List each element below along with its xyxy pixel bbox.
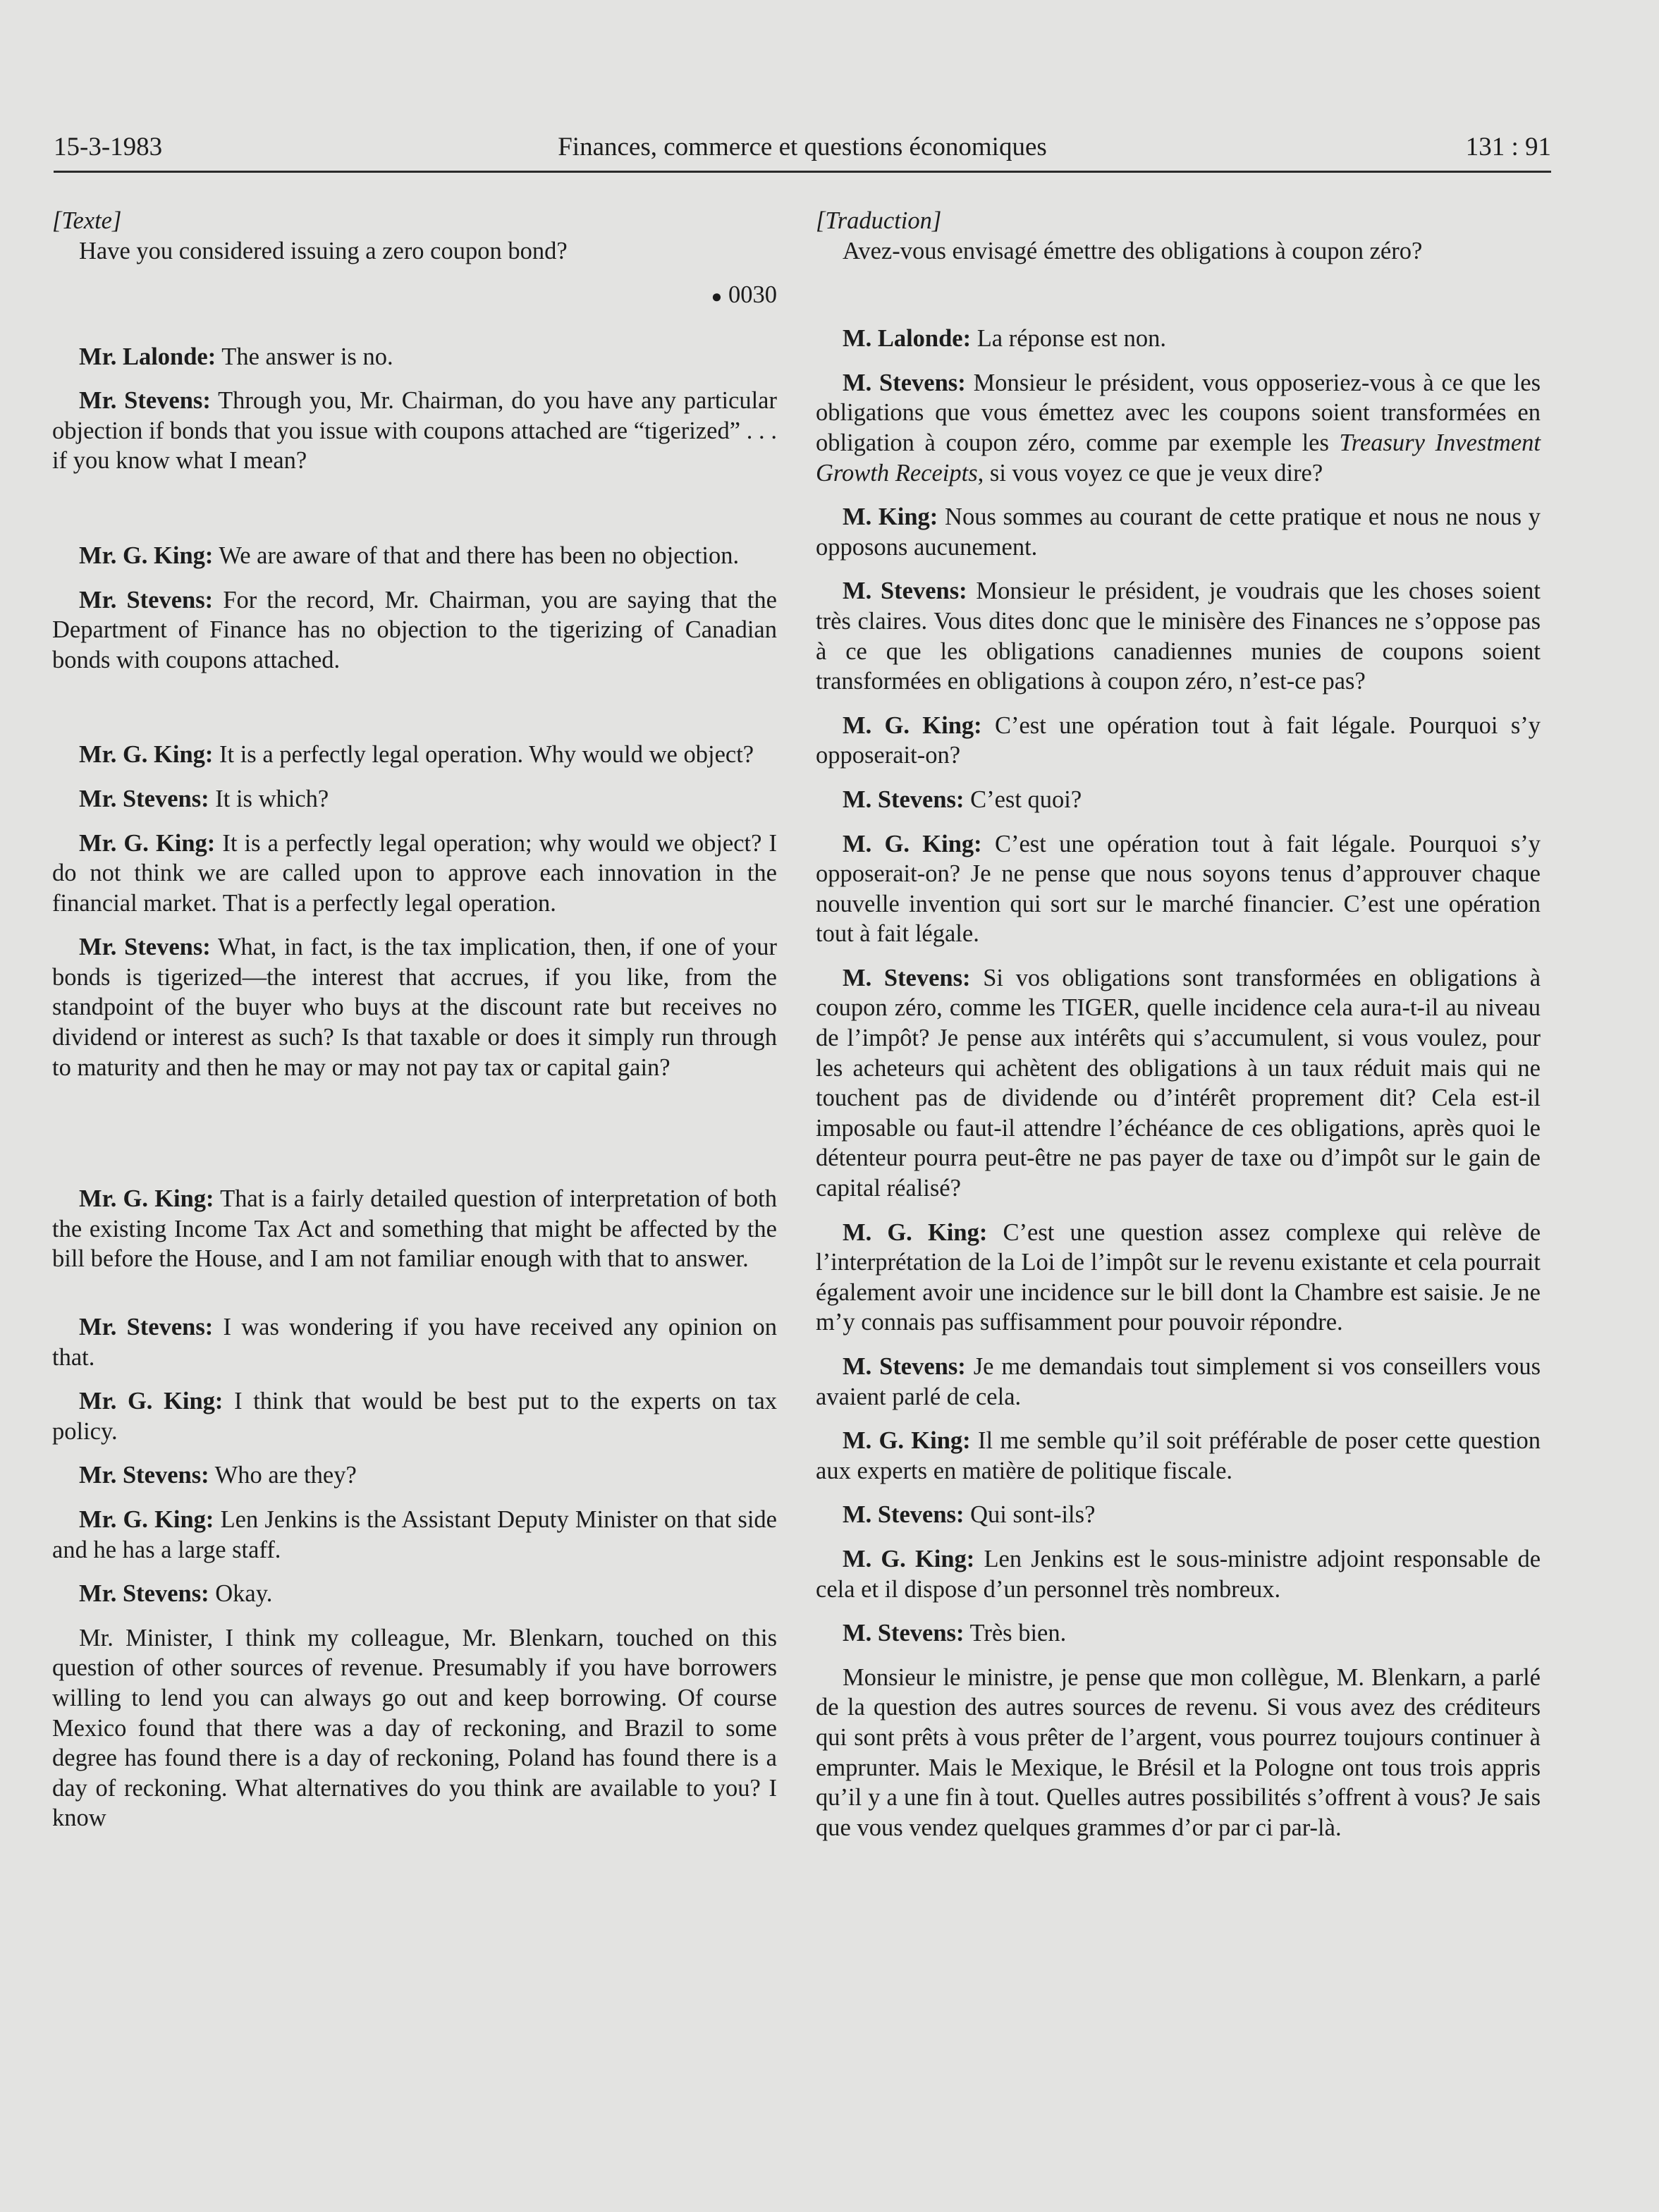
speech: Who are they? bbox=[214, 1462, 357, 1489]
turn bbox=[816, 1426, 1541, 1486]
speech: I was wondering if you have received any opinion on that. bbox=[52, 1314, 778, 1371]
speech: Len Jenkins est le sous-ministre adjoint responsable de cela et il dispose d’un personnel très nombreux. bbox=[816, 1545, 1541, 1603]
bullet-icon: ● bbox=[711, 286, 723, 307]
intro-question: Have you considered issuing a zero coupon bond? bbox=[79, 237, 568, 264]
speaker: M. Stevens: bbox=[843, 1501, 965, 1529]
turn bbox=[52, 1386, 777, 1446]
speaker: M. G. King: bbox=[843, 1545, 975, 1572]
speech: I think that would be best put to the experts on tax policy. bbox=[52, 1388, 778, 1445]
turn bbox=[816, 1218, 1541, 1338]
speech: Okay. bbox=[215, 1580, 273, 1608]
speech: What, in fact, is the tax implication, then, if one of your bonds is tigerized—the interest that accrues, if you like, from the standpoint of the buyer who buys at the discount rate but receives no dividend or interest as such? Is that taxable or does it simply run through to maturity and then he may or may not pay tax or capital gain? bbox=[52, 934, 777, 1081]
speech: , si vous voyez ce que je veux dire? bbox=[977, 459, 1323, 487]
speaker: Mr. Stevens: bbox=[79, 1462, 209, 1489]
speech: Je me demandais tout simplement si vos conseillers vous avaient parlé de cela. bbox=[816, 1353, 1541, 1410]
turn bbox=[816, 785, 1541, 815]
turn bbox=[816, 368, 1541, 488]
speech: C’est une opération tout à fait légale. Pourquoi s’y opposerait-on? bbox=[816, 711, 1541, 769]
header-page-number: 131 : 91 bbox=[1465, 133, 1551, 161]
speaker: Mr. G. King: bbox=[79, 829, 216, 857]
text-label: [Texte] bbox=[52, 207, 122, 234]
turn bbox=[816, 829, 1541, 949]
closing-paragraph: Mr. Minister, I think my colleague, Mr. Blenkarn, touched on this question of other sources of revenue. Presumably if you have borrowers willing to lend you can always go out and keep borrowing. Of course Mexico found that there was a day of reckoning, and Brazil to some degree has found there is a day of reckoning, Poland has found there is a day of reckoning. What alternatives do you think are available to you? I know bbox=[52, 1624, 777, 1832]
english-column bbox=[52, 206, 777, 1847]
speech: C’est une question assez complexe qui relève de l’interprétation de la Loi de l’impôt sur le revenu existante et cela pourrait également avoir une incidence sur le bill dont la Chambre est saisie. Je ne m’y connais pas suffisamment pour pouvoir répondre. bbox=[816, 1218, 1541, 1336]
header-date: 15-3-1983 bbox=[54, 133, 163, 161]
turn bbox=[816, 1544, 1541, 1604]
turn bbox=[52, 342, 777, 372]
speech: It is a perfectly legal operation; why would we object? I do not think we are called upon to approve each innovation in the financial market. That is a perfectly legal operation. bbox=[52, 829, 778, 917]
speech: Très bien. bbox=[969, 1620, 1067, 1647]
speech: Through you, Mr. Chairman, do you have any particular objection if bonds that you issue with coupons attached are “tigerized” . . . if you know what I mean? bbox=[52, 387, 777, 475]
speech: For the record, Mr. Chairman, you are saying that the Department of Finance has no objection to the tigerizing of Canadian bonds with coupons attached. bbox=[52, 586, 777, 673]
speaker: M. Stevens: bbox=[843, 1620, 965, 1647]
turn bbox=[52, 1460, 777, 1491]
page-header bbox=[54, 131, 1551, 173]
turn bbox=[52, 1184, 777, 1274]
speech: That is a fairly detailed question of interpretation of both the existing Income Tax Act and something that might be affected by the bill before the House, and I am not familiar enough with that to answer. bbox=[52, 1185, 778, 1273]
turn bbox=[816, 711, 1541, 771]
speech: Si vos obligations sont transformées en obligations à coupon zéro, comme les TIGER, quelle incidence cela aura-t-il au niveau de l’impôt? Je pense aux intérêts qui s’accumulent, si vous voulez, pour les acheteurs qui achètent des obligations à un taux réduit mais qui ne touchent pas de dividende ou d’intérêt proprement dit? Cela est-il imposable ou faut-il attendre l’échéance de ces obligations, après quoi le détenteur pourra peut-être ne pas payer de taxe ou d’impôt sur le gain de capital réalisé? bbox=[816, 964, 1541, 1202]
speech: It is a perfectly legal operation. Why would we object? bbox=[219, 741, 754, 769]
speaker: M. King: bbox=[843, 503, 938, 531]
speaker: M. Stevens: bbox=[843, 578, 967, 605]
turn bbox=[816, 502, 1541, 562]
speaker: M. Lalonde: bbox=[843, 325, 972, 353]
speech: Monsieur le président, vous opposeriez-vous à ce que les obligations que vous émettez avec les coupons soient transformées en obligation à coupon zéro, comme par exemple les bbox=[816, 369, 1541, 456]
header-title: Finances, commerce et questions économiques bbox=[558, 133, 1047, 161]
speech: It is which? bbox=[215, 785, 329, 812]
speaker: M. Stevens: bbox=[843, 964, 971, 991]
speaker: M. Stevens: bbox=[843, 786, 965, 813]
speaker: M. Stevens: bbox=[843, 369, 966, 396]
speech: La réponse est non. bbox=[977, 325, 1166, 353]
speech: C’est quoi? bbox=[970, 786, 1082, 813]
speaker: M. G. King: bbox=[843, 830, 982, 857]
speaker: Mr. Stevens: bbox=[79, 1314, 214, 1341]
speaker: M. G. King: bbox=[843, 711, 982, 739]
turn bbox=[52, 585, 777, 676]
speaker: Mr. G. King: bbox=[79, 542, 214, 569]
speaker: Mr. G. King: bbox=[79, 741, 214, 769]
speaker: Mr. Lalonde: bbox=[79, 343, 216, 370]
speech-emphasis: Treasury Investment Growth Receipts bbox=[816, 429, 1541, 487]
speaker: Mr. Stevens: bbox=[79, 785, 209, 812]
turn bbox=[52, 541, 777, 571]
turn bbox=[52, 1312, 777, 1372]
speech: Il me semble qu’il soit préférable de poser cette question aux experts en matière de politique fiscale. bbox=[816, 1427, 1541, 1484]
turn bbox=[816, 963, 1541, 1204]
turn bbox=[52, 784, 777, 814]
speaker: Mr. Stevens: bbox=[79, 387, 211, 415]
turn bbox=[816, 576, 1541, 696]
turn bbox=[52, 386, 777, 476]
speech: Monsieur le président, je voudrais que les choses soient très claires. Vous dites donc que le minisère des Finances ne s’oppose pas à ce que les obligations canadiennes munies de coupons soient transformées en obligations à coupon zéro, n’est-ce pas? bbox=[816, 578, 1541, 695]
turn bbox=[52, 1505, 777, 1565]
speaker: Mr. G. King: bbox=[79, 1506, 214, 1533]
speaker: M. G. King: bbox=[843, 1218, 988, 1246]
speech: Len Jenkins is the Assistant Deputy Minister on that side and he has a large staff. bbox=[52, 1506, 777, 1563]
turn bbox=[52, 740, 777, 770]
turn bbox=[816, 1352, 1541, 1412]
french-column bbox=[816, 206, 1541, 1857]
speech: We are aware of that and there has been no objection. bbox=[219, 542, 740, 569]
speaker: Mr. Stevens: bbox=[79, 1580, 209, 1608]
turn bbox=[52, 932, 777, 1082]
turn bbox=[816, 1500, 1541, 1530]
speaker: Mr. Stevens: bbox=[79, 934, 211, 961]
turn bbox=[52, 829, 777, 919]
speech: Qui sont-ils? bbox=[970, 1501, 1096, 1529]
speech: Nous sommes au courant de cette pratique et nous ne nous y opposons aucunement. bbox=[816, 503, 1541, 561]
timestamp-value: 0030 bbox=[728, 281, 777, 309]
timestamp bbox=[52, 280, 777, 312]
speaker: Mr. G. King: bbox=[79, 1185, 214, 1213]
speaker: M. Stevens: bbox=[843, 1353, 966, 1380]
translation-label: [Traduction] bbox=[816, 207, 942, 234]
closing-paragraph: Monsieur le ministre, je pense que mon collègue, M. Blenkarn, a parlé de la question des autres sources de revenu. Si vous avez des créditeurs qui sont prêts à vous prêter de l’argent, vous pourrez toujours continuer à emprunter. Mais le Mexique, le Brésil et la Pologne ont tous trois appris qu’il y a une fin à tout. Quelles autres possibilités s’offrent à vous? Je sais que vous vendez quelques grammes d’or par ci par-là. bbox=[816, 1663, 1541, 1841]
turn bbox=[52, 1579, 777, 1609]
speaker: Mr. Stevens: bbox=[79, 586, 214, 613]
speaker: M. G. King: bbox=[843, 1427, 971, 1455]
turn bbox=[816, 1618, 1541, 1649]
turn bbox=[816, 324, 1541, 354]
speech: The answer is no. bbox=[221, 343, 393, 370]
intro-question: Avez-vous envisagé émettre des obligations à coupon zéro? bbox=[843, 237, 1423, 264]
speech: C’est une opération tout à fait légale. Pourquoi s’y opposerait-on? Je ne pense que nous soyons tenus d’approuver chaque nouvelle invention qui sort sur le marché financier. C’est une opération tout à fait légale. bbox=[816, 830, 1541, 948]
speaker: Mr. G. King: bbox=[79, 1388, 224, 1415]
